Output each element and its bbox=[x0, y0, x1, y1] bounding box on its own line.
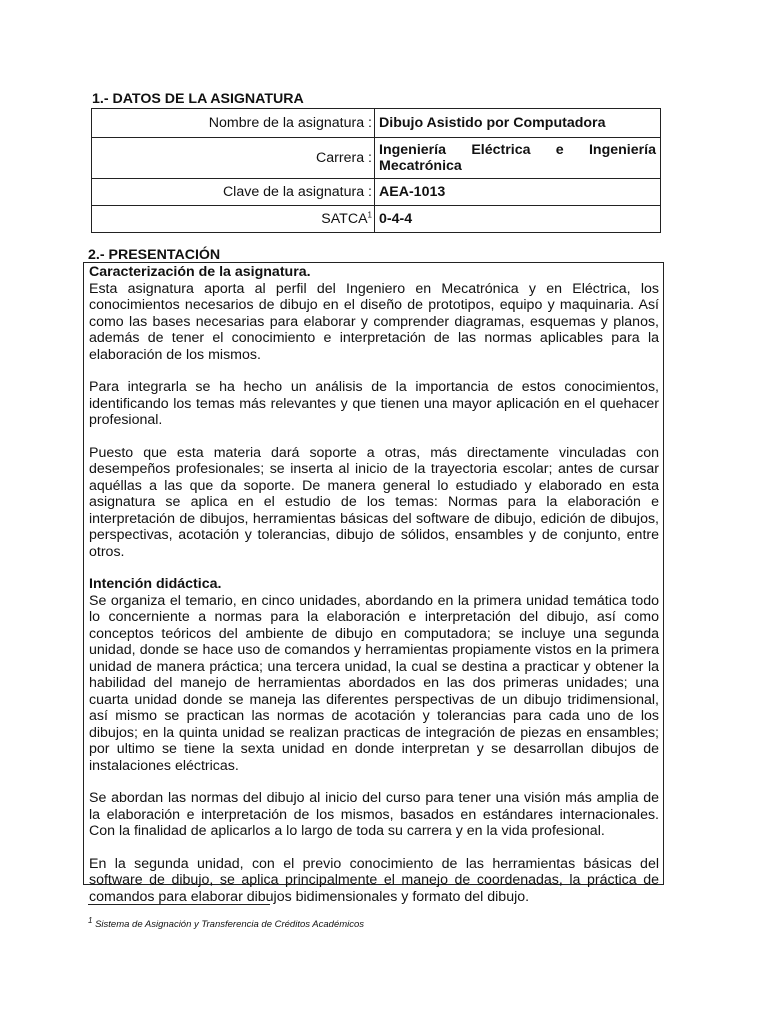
footnote bbox=[88, 915, 365, 930]
row-label bbox=[92, 206, 375, 233]
section1-title: 1.- DATOS DE LA ASIGNATURA bbox=[92, 91, 304, 107]
table-row bbox=[92, 109, 661, 138]
row-value: 0-4-4 bbox=[375, 206, 661, 233]
footnote-mark: 1 bbox=[88, 915, 93, 925]
carrera-word: Ingeniería bbox=[588, 142, 656, 158]
footnote-divider bbox=[88, 904, 270, 905]
caracterizacion-title: Caracterización de la asignatura. bbox=[89, 264, 311, 280]
row-label: Carrera : bbox=[92, 138, 375, 179]
section2-title: 2.- PRESENTACIÓN bbox=[88, 247, 221, 263]
paragraph: Se abordan las normas del dibujo al inicio del curso para tener una visión más amplia de la elaboración e interpretación de los mismos, basados en estándares internacionales. Con la finalidad de aplicarlos a lo largo de toda su carrera y en la vida profesional. bbox=[89, 790, 659, 839]
paragraph: Puesto que esta materia dará soporte a otras, más directamente vinculadas con desempeños profesionales; se inserta al inicio de la trayectoria escolar; antes de cursar aquéllas a las que da soporte. De manera general lo estudiado y elaborado en esta asignatura se aplica en el estudio de los temas: Normas para la elaboración e interpretación de dibujos, herramientas básicas del software de dibujo, edición de dibujos, perspectivas, acotación y tolerancias, dibujo de sólidos, ensambles y de conjunto, entre otros. bbox=[89, 444, 659, 560]
carrera-word: e bbox=[555, 142, 564, 158]
carrera-word: Eléctrica bbox=[471, 142, 531, 158]
row-value: Dibujo Asistido por Computadora bbox=[375, 109, 661, 138]
row-label: Nombre de la asignatura : bbox=[92, 109, 375, 138]
row-value bbox=[375, 138, 661, 179]
paragraph: En la segunda unidad, con el previo conocimiento de las herramientas básicas del software de dibujo, se aplica principalmente el manejo de coordenadas, la práctica de comandos para elaborar dibujos bidimensionales y formato del dibujo. bbox=[89, 855, 659, 905]
carrera-line2: Mecatrónica bbox=[379, 158, 462, 174]
intencion-title: Intención didáctica. bbox=[89, 576, 222, 592]
row-value: AEA-1013 bbox=[375, 179, 661, 206]
footnote-text: Sistema de Asignación y Transferencia de Créditos Académicos bbox=[95, 919, 365, 930]
footnote-ref: 1 bbox=[367, 210, 372, 220]
presentacion-box bbox=[83, 262, 664, 905]
carrera-line1 bbox=[379, 142, 656, 158]
paragraph: Se organiza el temario, en cinco unidades, abordando en la primera unidad temática todo lo concerniente a normas para la elaboración e interpretación del dibujo, así como conceptos teóricos del ambiente de dibujo en computadora; se incluye una segunda unidad, donde se hace uso de comandos y herramientas propiamente vistos en la primera unidad de manera práctica; una tercera unidad, la cual se destina a practicar y obtener la habilidad del manejo de herramientas abordados en las dos primeras unidades; una cuarta unidad donde se maneja las diferentes perspectivas de un dibujo tridimensional, así mismo se practican las normas de acotación y tolerancias para cada uno de los dibujos; en la quinta unidad se realizan practicas de integración de piezas en ensambles; por ultimo se tiene la sexta unidad en donde interpretan y se desarrollan dibujos de instalaciones eléctricas. bbox=[89, 592, 659, 774]
paragraph: Esta asignatura aporta al perfil del Ingeniero en Mecatrónica y en Eléctrica, los conocimientos necesarios de dibujo en el diseño de prototipos, equipo y maquinaria. Así como las bases necesarias para elaborar y comprender diagramas, esquemas y planos, además de tener el conocimiento e interpretación de las normas aplicables para la elaboración de los mismos. bbox=[89, 280, 659, 363]
carrera-word: Ingeniería bbox=[379, 142, 447, 158]
row-label: Clave de la asignatura : bbox=[92, 179, 375, 206]
table-row bbox=[92, 138, 661, 179]
datos-table bbox=[91, 108, 661, 233]
table-row bbox=[92, 179, 661, 206]
paragraph: Para integrarla se ha hecho un análisis de la importancia de estos conocimientos, identificando los temas más relevantes y que tienen una mayor aplicación en el quehacer profesional. bbox=[89, 379, 659, 428]
table-row bbox=[92, 206, 661, 233]
satca-label: SATCA bbox=[321, 211, 368, 227]
